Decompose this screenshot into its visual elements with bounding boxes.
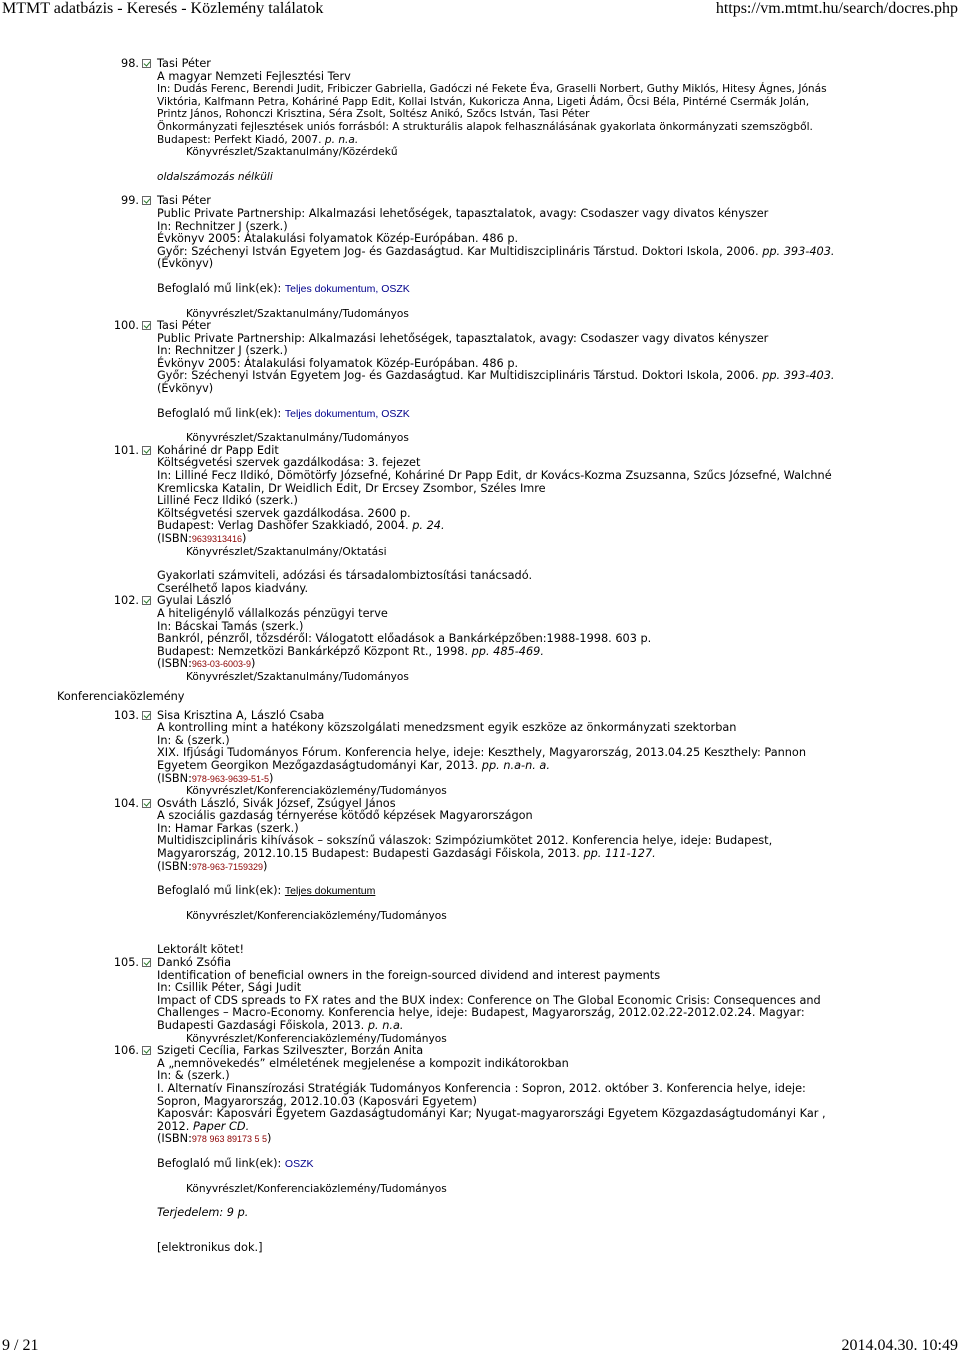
item-category: Könyvrészlet/Konferenciaközlemény/Tudományos — [186, 1032, 447, 1045]
item-publisher: Budapest: Nemzetközi Bankárképző Központ Rt., 1998. pp. 485-469. — [157, 644, 544, 658]
item-links: Befoglaló mű link(ek): Teljes dokumentum — [157, 884, 376, 898]
item-conference: Multidiszciplináris kihívások – sokszínű válaszok: Szimpóziumkötet 2012. Konferencia helye, ideje: Budapest, Magyarország, 2012.10.15 Budapest: Budapesti Gazdasági Főiskola, 2013. pp. 111-127. — [157, 834, 773, 861]
item-conference: I. Alternatív Finanszírozási Stratégiák Tudományos Konferencia : Sopron, 2012. október 3. Konferencia helye, ideje: Sopron, Magyarország, 2012.10.03 (Kaposvári Egyetem) — [157, 1081, 806, 1108]
item-author: Osváth László, Sivák József, Zsúgyel János — [157, 796, 396, 810]
item-author: Szigeti Cecília, Farkas Szilveszter, Borzán Anita — [157, 1044, 424, 1058]
item-editors: In: Bácskai Tamás (szerk.) — [157, 619, 304, 633]
item-author: Tasi Péter — [157, 57, 211, 70]
list-item — [0, 1045, 960, 1254]
item-isbn: (ISBN:963-03-6003-9) — [157, 657, 256, 671]
checkbox-checked-icon[interactable] — [142, 799, 151, 808]
list-item — [0, 320, 960, 445]
item-book: Évkönyv 2005: Átalakulási folyamatok Közép-Európában. 486 p. — [157, 356, 519, 370]
item-author: Koháriné dr Papp Edit — [157, 443, 279, 457]
item-note: [elektronikus dok.] — [157, 1240, 263, 1254]
item-publisher: Győr: Széchenyi István Egyetem Jog- és Gazdaságtud. Kar Multidiszciplináris Társtud. Doktori Iskola, 2006. pp. 393-403. — [157, 244, 835, 258]
item-editors: In: & (szerk.) — [157, 733, 230, 747]
item-title: A szociális gazdaság térnyerése kötődő képzések Magyarországon — [157, 809, 533, 823]
item-editor: Lilliné Fecz Ildikó (szerk.) — [157, 494, 298, 508]
oszk-link[interactable]: OSZK — [381, 282, 410, 295]
item-isbn: (ISBN:978-963-9639-51-5) — [157, 771, 274, 785]
checkbox-checked-icon[interactable] — [142, 711, 151, 720]
item-isbn: (ISBN:9639313416) — [157, 532, 247, 545]
item-editors: In: Hamar Farkas (szerk.) — [157, 821, 299, 835]
item-title: Identification of beneficial owners in the foreign-sourced dividend and interest payments — [157, 968, 661, 982]
item-note: oldalszámozás nélküli — [157, 170, 273, 183]
oszk-link[interactable]: OSZK — [381, 407, 410, 420]
item-author: Tasi Péter — [157, 194, 211, 208]
full-document-link[interactable]: Teljes dokumentum — [284, 885, 376, 898]
item-category: Könyvrészlet/Szaktanulmány/Tudományos — [186, 307, 409, 320]
list-item — [0, 957, 960, 1045]
full-document-link[interactable]: Teljes dokumentum — [284, 407, 376, 420]
section-heading: Konferenciaközlemény — [57, 689, 185, 703]
item-number: 101. — [113, 443, 139, 457]
item-editors: In: & (szerk.) — [157, 1069, 230, 1083]
list-item — [0, 798, 960, 957]
checkbox-checked-icon[interactable] — [142, 596, 151, 605]
item-number: 106. — [113, 1044, 139, 1058]
item-author: Tasi Péter — [157, 319, 211, 333]
item-series: (Évkönyv) — [157, 257, 214, 271]
item-editors: In: Csillik Péter, Sági Judit — [157, 981, 302, 995]
item-title: A magyar Nemzeti Fejlesztési Terv — [157, 69, 351, 83]
item-number: 103. — [113, 708, 139, 722]
item-title: A „nemnövekedés” elméletének megjelenése a kompozit indikátorokban — [157, 1056, 569, 1070]
item-editors: In: Rechnitzer J (szerk.) — [157, 219, 288, 233]
full-document-link[interactable]: Teljes dokumentum — [284, 282, 376, 295]
item-title: Public Private Partnership: Alkalmazási lehetőségek, tapasztalatok, avagy: Csodaszer vagy divatos kényszer — [157, 331, 769, 345]
item-title: Public Private Partnership: Alkalmazási lehetőségek, tapasztalatok, avagy: Csodaszer vagy divatos kényszer — [157, 206, 769, 220]
item-category: Könyvrészlet/Szaktanulmány/Tudományos — [186, 432, 409, 445]
item-links: Befoglaló mű link(ek): Teljes dokumentum, OSZK — [157, 281, 410, 295]
page-number: 9 / 21 — [2, 1337, 39, 1354]
list-item — [0, 58, 960, 195]
list-item — [0, 595, 960, 683]
list-item — [0, 710, 960, 798]
item-note: Cserélhető lapos kiadvány. — [157, 581, 309, 595]
item-number: 99. — [121, 194, 139, 208]
item-book: Évkönyv 2005: Átalakulási folyamatok Közép-Európában. 486 p. — [157, 232, 519, 246]
list-item — [0, 195, 960, 320]
item-category: Könyvrészlet/Szaktanulmány/Közérdekű — [186, 146, 398, 159]
item-book: Önkormányzati fejlesztések uniós forrásból: A strukturális alapok felhasználásának gyakorlata önkormányzati szemszögből. — [157, 120, 813, 133]
item-publisher: Kaposvár: Kaposvári Egyetem Gazdaságtudományi Kar; Nyugat-magyarországi Egyetem Közgazdaságtudományi Kar , 2012. Paper CD. — [157, 1107, 826, 1133]
item-title: A hiteligénylő vállalkozás pénzügyi terve — [157, 606, 388, 620]
item-number: 102. — [113, 594, 139, 608]
page-footer — [0, 1335, 960, 1357]
item-note: Gyakorlati számviteli, adózási és társadalombiztosítási tanácsadó. — [157, 569, 533, 583]
item-number: 104. — [113, 796, 139, 810]
item-title: Költségvetési szervek gazdálkodása: 3. fejezet — [157, 456, 421, 470]
item-isbn: (ISBN:978-963-7159329) — [157, 859, 268, 873]
list-item — [0, 445, 960, 596]
checkbox-checked-icon[interactable] — [142, 446, 151, 455]
item-conference: XIX. Ifjúsági Tudományos Fórum. Konferencia helye, ideje: Keszthely, Magyarország, 2013.04.25 Keszthely: Pannon Egyetem Georgikon Mezőgazdaságtudományi Kar, 2013. pp. n.a-n. a. — [157, 746, 807, 772]
item-series: (Évkönyv) — [157, 382, 214, 396]
item-publisher: Budapest: Verlag Dashöfer Szakkiadó, 2004. p. 24. — [157, 519, 445, 533]
item-publisher: Budapest: Perfekt Kiadó, 2007. p. n.a. — [157, 133, 359, 146]
item-note: Lektorált kötet! — [157, 943, 245, 957]
item-number: 98. — [121, 57, 139, 70]
oszk-link[interactable]: OSZK — [284, 1157, 314, 1170]
checkbox-checked-icon[interactable] — [142, 196, 151, 205]
item-number: 100. — [113, 319, 139, 333]
item-number: 105. — [113, 956, 139, 970]
page-url: https://vm.mtmt.hu/search/docres.php — [715, 0, 958, 17]
item-author: Gyulai László — [157, 594, 232, 608]
item-editors: In: Rechnitzer J (szerk.) — [157, 344, 288, 358]
item-category: Könyvrészlet/Konferenciaközlemény/Tudományos — [186, 1182, 447, 1195]
item-category: Könyvrészlet/Konferenciaközlemény/Tudományos — [186, 909, 447, 922]
item-conference: Impact of CDS spreads to FX rates and the BUX index: Conference on The Global Economic Crisis: Consequences and Challenges – Macro-Economy. Konferencia helye, ideje: Budapest, Magyarország, 2012.02.22-2012.02.24. Magyar: Budapesti Gazdasági Főiskola, 2013. p. n.a. — [157, 993, 821, 1032]
item-isbn: (ISBN:978 963 89173 5 5) — [157, 1132, 272, 1146]
item-note: Terjedelem: 9 p. — [157, 1206, 249, 1220]
checkbox-checked-icon[interactable] — [142, 59, 151, 68]
item-editors: In: Dudás Ferenc, Berendi Judit, Fribiczer Gabriella, Gadóczi né Fekete Éva, Graselli Norbert, Guthy Miklós, Hitesy Ágnes, Jónás Viktória, Kalfmann Petra, Koháriné Papp Edit, Kollai István, Kukoricza Anna, Ligeti Ádám, Öcsi Béla, Pintérné Csermák Jolán, Printz János, Rohonczi Krisztina, Séra Zsolt, Soltész Anikó, Szőcs István, Tasi Péter — [157, 83, 827, 121]
item-publisher: Győr: Széchenyi István Egyetem Jog- és Gazdaságtud. Kar Multidiszciplináris Társtud. Doktori Iskola, 2006. pp. 393-403. — [157, 369, 835, 383]
item-links: Befoglaló mű link(ek): Teljes dokumentum, OSZK — [157, 406, 410, 420]
page-header — [0, 0, 960, 22]
page-title: MTMT adatbázis - Keresés - Közlemény találatok — [2, 0, 324, 17]
item-editors: In: Lilliné Fecz Ildikó, Dömötörfy Józsefné, Koháriné Dr Papp Edit, dr Kovács-Kozma Zsuzsanna, Szűcs Józsefné, Walchné Kremlicska Katalin, Dr Weidlich Edit, Dr Ercsey Zsombor, Széles Imre — [157, 469, 832, 495]
item-book: Bankról, pénzről, tőzsdéről: Válogatott előadások a Bankárképzőben:1988-1998. 603 p. — [157, 632, 652, 646]
checkbox-checked-icon[interactable] — [142, 1046, 151, 1055]
results-list — [0, 58, 960, 1254]
checkbox-checked-icon[interactable] — [142, 958, 151, 967]
item-category: Könyvrészlet/Szaktanulmány/Tudományos — [186, 670, 409, 683]
item-title: A kontrolling mint a hatékony közszolgálati menedzsment egyik eszköze az önkormányzati szektorban — [157, 721, 737, 735]
item-category: Könyvrészlet/Szaktanulmány/Oktatási — [186, 545, 387, 558]
item-author: Sisa Krisztina A, László Csaba — [157, 708, 325, 722]
item-category: Könyvrészlet/Konferenciaközlemény/Tudományos — [186, 785, 447, 798]
checkbox-checked-icon[interactable] — [142, 321, 151, 330]
item-book: Költségvetési szervek gazdálkodása. 2600 p. — [157, 506, 411, 520]
item-links: Befoglaló mű link(ek): OSZK — [157, 1156, 314, 1170]
print-timestamp: 2014.04.30. 10:49 — [841, 1337, 958, 1354]
item-author: Dankó Zsófia — [157, 956, 231, 970]
